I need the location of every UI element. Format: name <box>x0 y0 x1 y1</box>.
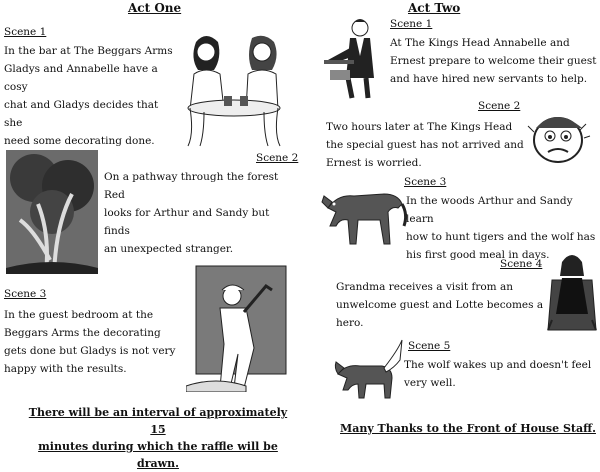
act-one-column <box>0 0 300 470</box>
act1-footer <box>20 404 296 472</box>
act2-scene5-line: very well. <box>404 377 456 389</box>
act2-scene3-line: In the woods Arthur and Sandy learn <box>406 195 573 225</box>
act-two-column <box>300 0 600 442</box>
act-one-title: Act One <box>128 1 182 15</box>
act-two-title: Act Two <box>408 1 461 15</box>
act1-scene1-line: In the bar at The Beggars Arms <box>4 45 173 57</box>
wolf-illustration <box>320 178 410 252</box>
act2-scene5-label: Scene 5 <box>408 340 451 352</box>
forest-tree-illustration <box>6 150 98 274</box>
act1-scene2-line: an unexpected stranger. <box>104 243 234 255</box>
act2-scene5-line: The wolf wakes up and doesn't feel <box>404 359 592 371</box>
butler-serving-illustration <box>324 16 384 100</box>
act1-scene1-label: Scene 1 <box>4 26 47 38</box>
act2-scene2-line: the special guest has not arrived and <box>326 139 524 151</box>
act1-scene3-line: happy with the results. <box>4 363 127 375</box>
act1-scene1-line: Gladys and Annabelle have a cosy <box>4 63 158 93</box>
two-women-at-table-illustration <box>168 24 294 150</box>
worried-man-illustration <box>522 106 596 170</box>
interval-notice-line: minutes during which the raffle will be drawn. <box>38 440 278 470</box>
act2-scene4-line: hero. <box>336 317 364 329</box>
act1-scene2-line: On a pathway through the forest Red <box>104 171 279 201</box>
act1-scene1-line: chat and Gladys decides that she <box>4 99 159 129</box>
act2-scene1-line: Ernest prepare to welcome their guest <box>390 55 597 67</box>
act2-scene1-line: At The Kings Head Annabelle and <box>390 37 570 49</box>
act2-scene2-label: Scene 2 <box>478 100 521 112</box>
act2-scene2-line: Two hours later at The Kings Head <box>326 121 513 133</box>
act1-scene1-line: need some decorating done. <box>4 135 155 147</box>
act1-scene2-line: looks for Arthur and Sandy but finds <box>104 207 270 237</box>
grandma-in-chair-illustration <box>546 250 598 334</box>
thanks-notice-line: Many Thanks to the Front of House Staff. <box>340 422 596 435</box>
act1-scene3-label: Scene 3 <box>4 288 47 300</box>
act2-scene2-line: Ernest is worried. <box>326 157 422 169</box>
act1-scene3-line: Beggars Arms the decorating <box>4 327 161 339</box>
act2-scene1-label: Scene 1 <box>390 18 433 30</box>
act1-scene3-text <box>4 306 184 378</box>
act1-scene3-line: gets done but Gladys is not very <box>4 345 176 357</box>
act1-scene1-text <box>4 42 174 150</box>
act2-footer <box>340 420 596 437</box>
act2-scene3-line: how to hunt tigers and the wolf has <box>406 231 596 243</box>
act2-scene3-label: Scene 3 <box>404 176 447 188</box>
act1-scene3-line: In the guest bedroom at the <box>4 309 154 321</box>
act2-scene5-text <box>404 356 598 392</box>
act2-scene4-line: Grandma receives a visit from an <box>336 281 513 293</box>
decorator-ladder-illustration <box>186 262 290 392</box>
act2-scene4-line: unwelcome guest and Lotte becomes a <box>336 299 544 311</box>
act2-scene3-line: his first good meal in days. <box>406 249 550 261</box>
act2-scene2-text <box>326 118 526 172</box>
act2-scene1-line: and have hired new servants to help. <box>390 73 588 85</box>
act2-scene1-text <box>390 34 598 88</box>
interval-notice-line: There will be an interval of approximately 15 <box>28 406 288 436</box>
sick-wolf-illustration <box>332 338 406 404</box>
act1-scene2-text <box>104 168 298 258</box>
act2-scene4-label: Scene 4 <box>500 258 543 270</box>
act1-scene2-label: Scene 2 <box>256 152 299 164</box>
act2-scene4-text <box>336 278 548 332</box>
